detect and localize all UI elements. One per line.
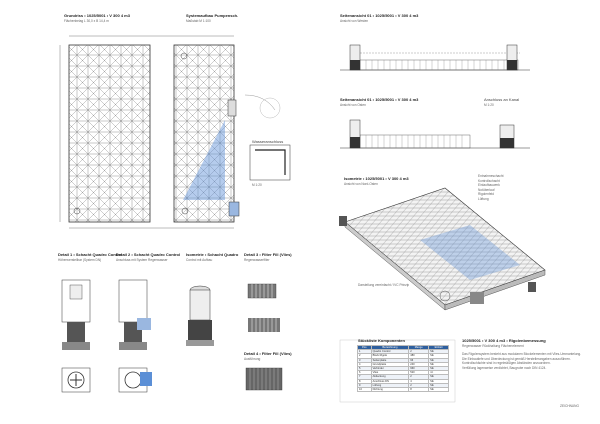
table-cell: 520 bbox=[409, 371, 429, 375]
legend-item: Notüberlauf bbox=[478, 187, 495, 192]
legend-item: Kontrollschacht bbox=[478, 178, 500, 183]
side-note-sub: M 1:20 bbox=[484, 103, 494, 107]
notes-body bbox=[462, 352, 582, 370]
table-cell: 480 bbox=[409, 354, 429, 358]
footer-label: ZEICHNUNG bbox=[560, 404, 579, 408]
component-table bbox=[357, 345, 449, 392]
table-cell: 7 bbox=[358, 375, 372, 379]
table-cell: Verbinder bbox=[371, 366, 409, 370]
table-cell: 2 bbox=[409, 350, 429, 354]
section1-title: Seitenansicht 01 • 1025/5001 • V 300 4 m3 bbox=[340, 13, 419, 18]
section1-subtitle: Ansicht von Westen bbox=[340, 19, 369, 23]
table-cell: Dichtung bbox=[371, 387, 409, 391]
table-cell: 240 bbox=[409, 362, 429, 366]
note-line: Das Rigolensystem besteht aus modularen Blockelementen mit Vlies-Ummantelung. bbox=[462, 352, 582, 356]
table-cell: 5 bbox=[358, 366, 372, 370]
detail3-sub: Control mit Aufbau bbox=[186, 258, 213, 262]
table-header-cell: Menge bbox=[409, 346, 429, 350]
note-line: Die Einbautiefe und Überdeckung ist gemäß Herstellerangaben auszuführen. bbox=[462, 356, 571, 361]
detail2-sub: Anschluss mit System Regenwasser bbox=[116, 258, 168, 262]
plan-legend-sub: Maßstab M 1:100 bbox=[186, 19, 211, 23]
table-cell: Stk bbox=[429, 379, 449, 383]
table-cell: 2 bbox=[409, 383, 429, 387]
detail1-sub: Höhenverstellbar (System DN) bbox=[58, 258, 102, 262]
table-cell: 1 bbox=[358, 350, 372, 354]
table-cell: Grundplatte bbox=[371, 362, 409, 366]
detail4-title: Detail 3 • Filter Fill (Vlies) bbox=[244, 252, 292, 257]
notes-title: 1025/5001 • V 300 4 m3 • Rigolenbemessung bbox=[462, 338, 546, 343]
table-cell: Block Rigole bbox=[371, 354, 409, 358]
table-cell: Lüftung bbox=[371, 383, 409, 387]
table-cell: 8 bbox=[358, 379, 372, 383]
iso-title: Isometrie • 1025/5001 • V 300 4 m3 bbox=[344, 176, 409, 181]
detail-label-sub: M 1:20 bbox=[252, 183, 262, 187]
table-cell: Stk bbox=[429, 362, 449, 366]
plan-subtitle: Flächenbelag L 30,0 x B 14,4 m bbox=[64, 19, 109, 23]
detail4-sub: Regenwasserfilter bbox=[244, 258, 270, 262]
iso-subtitle: Ansicht von Nord-Osten bbox=[344, 182, 378, 186]
table-cell: Stk bbox=[429, 375, 449, 379]
detail-label: Wasseranschluss bbox=[252, 139, 284, 144]
table-cell: Stk bbox=[429, 366, 449, 370]
plan-legend-title: Systemaufbau Pumpensch. bbox=[186, 13, 239, 18]
table-cell: 10 bbox=[358, 387, 372, 391]
table-cell: 960 bbox=[409, 366, 429, 370]
table-cell: 4 bbox=[409, 379, 429, 383]
table-cell: Abdeckung bbox=[371, 375, 409, 379]
legend-item: Einlaufbauwerk bbox=[478, 183, 500, 188]
detail1-title: Detail 1 • Schacht Quadro Control bbox=[58, 252, 123, 257]
detail3-title: Isometrie • Schacht Quadro bbox=[186, 252, 239, 257]
table-cell: 8 bbox=[409, 387, 429, 391]
table-cell: 96 bbox=[409, 358, 429, 362]
table-cell: Stk bbox=[429, 383, 449, 387]
note-line: Verfüllung lagenweise verdichtet, Baugrube nach DIN 4124. bbox=[462, 365, 547, 370]
section2-subtitle: Ansicht von Osten bbox=[340, 103, 366, 107]
legend-item: Lüftung bbox=[478, 196, 489, 201]
table-header-cell: Bezeichnung bbox=[371, 346, 409, 350]
plan-title: Grundriss • 1025/5001 • V 300 4 m3 bbox=[64, 13, 130, 18]
table-cell: Stk bbox=[429, 354, 449, 358]
table-row bbox=[358, 387, 449, 391]
table-cell: Anschluss DN bbox=[371, 379, 409, 383]
table-cell: Vlies bbox=[371, 371, 409, 375]
detail5-title: Detail 4 • Filter Fill (Vlies) bbox=[244, 351, 292, 356]
table-cell: m² bbox=[429, 371, 449, 375]
table-header-cell: Pos bbox=[358, 346, 372, 350]
legend-item: Entnahmeschacht bbox=[478, 174, 504, 178]
table-cell: 3 bbox=[358, 358, 372, 362]
table-cell: Stk bbox=[429, 358, 449, 362]
iso-note: Darstellung vereinfacht / IVC Prinzip bbox=[358, 283, 410, 287]
isometric-view bbox=[339, 188, 545, 310]
table-cell: 2 bbox=[358, 354, 372, 358]
table-header-cell: Einheit bbox=[429, 346, 449, 350]
table-cell: 9 bbox=[358, 383, 372, 387]
table-cell: Stk bbox=[429, 387, 449, 391]
notes-subtitle: Regenwasser Rückhaltung Flächenelement bbox=[462, 344, 524, 348]
legend-item: Rigolenfeld bbox=[478, 192, 494, 197]
note-line: Kontrollschächte sind in regelmäßigen Abständen anzuordnen. bbox=[462, 361, 551, 366]
side-note: Anschluss an Kanal bbox=[484, 97, 520, 102]
table-cell: 4 bbox=[358, 362, 372, 366]
table-cell: 2 bbox=[409, 375, 429, 379]
table-title: Stückliste Komponenten bbox=[358, 338, 405, 343]
detail-drawings bbox=[62, 280, 282, 392]
table-cell: Stk bbox=[429, 350, 449, 354]
detail5-sub: Ausführung bbox=[244, 357, 261, 361]
section2-title: Seitenansicht 01 • 1025/5001 • V 300 4 m3 bbox=[340, 97, 419, 102]
iso-legend bbox=[478, 174, 504, 202]
table-cell: 6 bbox=[358, 371, 372, 375]
table-cell: Quadro Control bbox=[371, 350, 409, 354]
plan-view bbox=[60, 36, 290, 228]
detail2-title: Detail 2 • Schacht Quadro Control bbox=[116, 252, 181, 257]
table-cell: Seitenplatte bbox=[371, 358, 409, 362]
